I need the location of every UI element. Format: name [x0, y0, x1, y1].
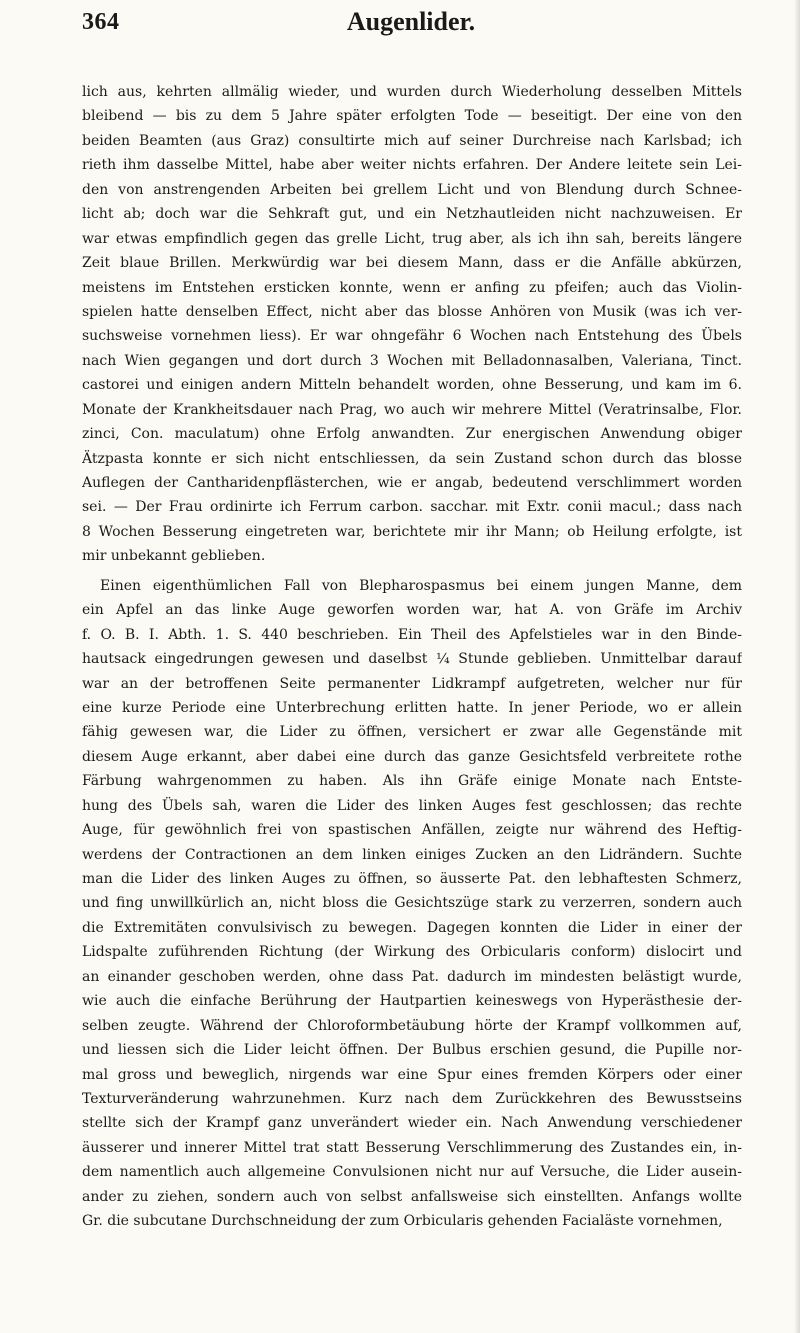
- page-header: [82, 4, 740, 40]
- text-line: Lidspalte zuführenden Richtung (der Wirkung des Orbicularis conform) dislocirt und: [82, 944, 742, 961]
- text-line: meistens im Entstehen ersticken konnte, wenn er anfing zu pfeifen; auch das Violin-: [82, 279, 742, 296]
- text-line: Monate der Krankheitsdauer nach Prag, wo auch wir mehrere Mittel (Veratrinsalbe, Flor.: [82, 401, 742, 418]
- text-line: die Extremitäten convulsivisch zu bewegen. Dagegen konnten die Lider in einer der: [82, 919, 742, 936]
- text-line: dem namentlich auch allgemeine Convulsionen nicht nur auf Versuche, die Lider ausein-: [82, 1164, 742, 1181]
- page-number: 364: [82, 9, 120, 35]
- text-line: diesem Auge erkannt, aber dabei eine durch das ganze Gesichtsfeld verbreitete rothe: [82, 748, 742, 765]
- text-line: zinci, Con. maculatum) ohne Erfolg anwandten. Zur energischen Anwendung obiger: [82, 426, 742, 443]
- text-line: Ätzpasta konnte er sich nicht entschliessen, da sein Zustand schon durch das blosse: [82, 450, 742, 467]
- text-line: suchsweise vornehmen liess). Er war ohngefähr 6 Wochen nach Entstehung des Übels: [82, 328, 742, 345]
- text-line: licht ab; doch war die Sehkraft gut, und ein Netzhautleiden nicht nachzuweisen. Er: [82, 206, 742, 223]
- paragraph: [82, 574, 742, 1234]
- text-line: lich aus, kehrten allmälig wieder, und wurden durch Wiederholung desselben Mittels: [82, 84, 742, 100]
- text-line: selben zeugte. Während der Chloroformbetäubung hörte der Krampf vollkommen auf,: [82, 1017, 742, 1034]
- text-line: werdens der Contractionen an dem linken einiges Zucken an den Lidrändern. Suchte: [82, 846, 742, 863]
- text-line: mir unbekannt geblieben.: [82, 548, 266, 565]
- text-line: beiden Beamten (aus Graz) consultirte mich auf seiner Durchreise nach Karlsbad; ich: [82, 132, 742, 149]
- text-line: äusserer und innerer Mittel trat statt Besserung Verschlimmerung des Zustandes ein, in-: [82, 1139, 742, 1156]
- paragraph: [82, 80, 742, 569]
- text-line: hung des Übels sah, waren die Lider des linken Auges fest geschlossen; das rechte: [82, 797, 742, 814]
- running-title: Augenlider.: [346, 7, 476, 36]
- text-line: Zeit blaue Brillen. Merkwürdig war bei diesem Mann, dass er die Anfälle abkürzen,: [82, 255, 742, 272]
- text-line: mal gross und beweglich, nirgends war eine Spur eines fremden Körpers oder einer: [82, 1066, 742, 1083]
- text-line: f. O. B. I. Abth. 1. S. 440 beschrieben. Ein Theil des Apfelstieles war in den Binde-: [82, 626, 742, 643]
- text-line: an einander geschoben werden, ohne dass Pat. dadurch im mindesten belästigt wurde,: [82, 968, 742, 985]
- text-line: Gr. die subcutane Durchschneidung der zum Orbicularis gehenden Facialäste vornehmen,: [82, 1213, 723, 1230]
- text-line: den von anstrengenden Arbeiten bei grellem Licht und von Blendung durch Schnee-: [82, 181, 742, 198]
- text-line: castorei und einigen andern Mitteln behandelt worden, ohne Besserung, und kam im 6.: [82, 377, 742, 394]
- text-line: und liessen sich die Lider leicht öffnen. Der Bulbus erschien gesund, die Pupille nor-: [82, 1042, 742, 1059]
- text-line: wie auch die einfache Berührung der Hautpartien keineswegs von Hyperästhesie der-: [82, 993, 742, 1010]
- text-line: 8 Wochen Besserung eingetreten war, berichtete mir ihr Mann; ob Heilung erfolgte, ist: [82, 523, 742, 540]
- text-line: bleibend — bis zu dem 5 Jahre später erfolgten Tode — beseitigt. Der eine von den: [82, 108, 742, 125]
- body-text: [82, 80, 742, 1234]
- text-line: Auge, für gewöhnlich frei von spastischen Anfällen, zeigte nur während des Heftig-: [82, 822, 742, 839]
- text-line: war etwas empfindlich gegen das grelle Licht, trug aber, als ich ihn sah, bereits längere: [82, 230, 742, 247]
- text-line: fähig gewesen war, die Lider zu öffnen, versichert er zwar alle Gegenstände mit: [82, 724, 742, 741]
- text-line: Färbung wahrgenommen zu haben. Als ihn Gräfe einige Monate nach Entste-: [82, 773, 742, 790]
- text-line: ein Apfel an das linke Auge geworfen worden war, hat A. von Gräfe im Archiv: [82, 602, 742, 619]
- text-line: spielen hatte denselben Effect, nicht aber das blosse Anhören von Musik (was ich ver-: [82, 303, 742, 320]
- text-line: stellte sich der Krampf ganz unverändert wieder ein. Nach Anwendung verschiedener: [82, 1115, 742, 1132]
- text-line: man die Lider des linken Auges zu öffnen, so äusserte Pat. den lebhaftesten Schmerz,: [82, 871, 742, 887]
- text-line: war an der betroffenen Seite permanenter Lidkrampf aufgetreten, welcher nur für: [82, 675, 742, 692]
- text-line: rieth ihm dasselbe Mittel, habe aber weiter nichts erfahren. Der Andere leitete sein Lei-: [82, 157, 742, 174]
- text-line: und fing unwillkürlich an, nicht bloss die Gesichtszüge stark zu verzerren, sondern auch: [82, 895, 742, 912]
- text-line: Auflegen der Cantharidenpflästerchen, wie er angab, bedeutend verschlimmert worden: [82, 475, 742, 491]
- page-edge-shadow: [794, 0, 800, 1333]
- text-line: sei. — Der Frau ordinirte ich Ferrum carbon. sacchar. mit Extr. conii macul.; dass nach: [82, 499, 742, 516]
- text-line: ander zu ziehen, sondern auch von selbst anfallsweise sich einstellten. Anfangs wollte: [82, 1188, 742, 1205]
- text-line: Texturveränderung wahrzunehmen. Kurz nach dem Zurückkehren des Bewusstseins: [82, 1090, 742, 1107]
- text-line: hautsack eingedrungen gewesen und daselbst ¼ Stunde geblieben. Unmittelbar darauf: [82, 651, 742, 668]
- text-line: Einen eigenthümlichen Fall von Blepharospasmus bei einem jungen Manne, dem: [100, 577, 742, 594]
- text-line: eine kurze Periode eine Unterbrechung erlitten hatte. In jener Periode, wo er allein: [82, 699, 742, 716]
- text-line: nach Wien gegangen und dort durch 3 Wochen mit Belladonnasalben, Valeriana, Tinct.: [82, 352, 742, 369]
